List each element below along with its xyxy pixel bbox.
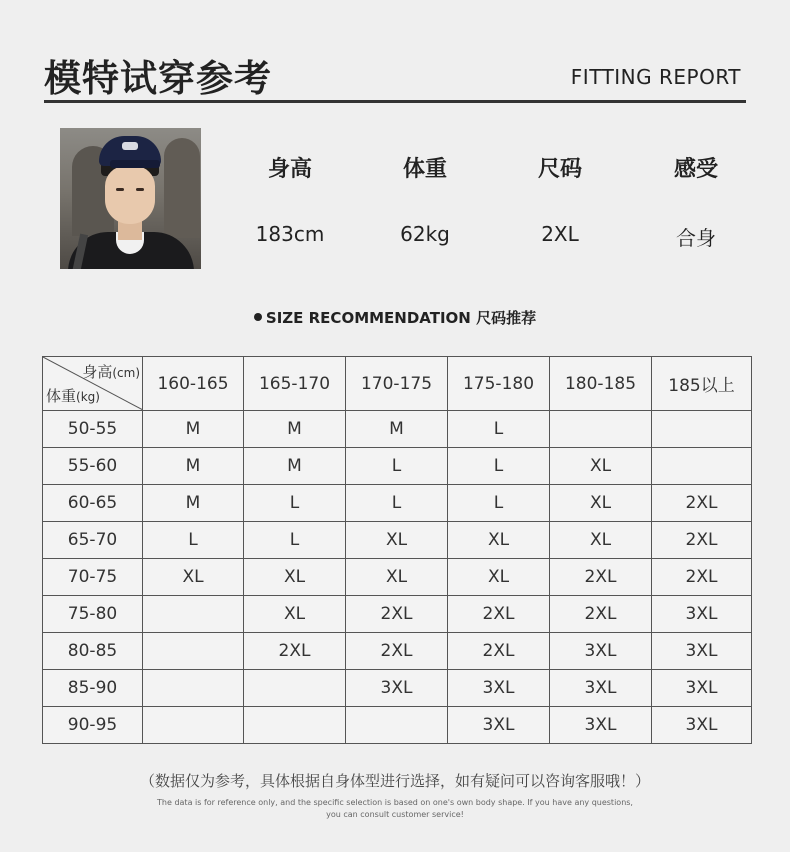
height-range-header: 165-170 bbox=[244, 357, 346, 411]
size-cell: 3XL bbox=[652, 707, 752, 744]
size-cell: XL bbox=[550, 448, 652, 485]
stat-label-fit: 感受 bbox=[673, 157, 718, 182]
height-range-header: 170-175 bbox=[346, 357, 448, 411]
corner-weight-label: 体重(kg) bbox=[46, 387, 100, 405]
size-cell: XL bbox=[448, 522, 550, 559]
size-cell: 2XL bbox=[448, 596, 550, 633]
weight-range-cell: 80-85 bbox=[43, 633, 143, 670]
table-row bbox=[43, 559, 752, 596]
size-cell: M bbox=[143, 485, 244, 522]
disclaimer-en-line2: you can consult customer service! bbox=[326, 810, 464, 819]
size-cell: L bbox=[244, 485, 346, 522]
size-cell: L bbox=[346, 485, 448, 522]
page-title: 模特试穿参考 bbox=[44, 57, 272, 100]
table-row bbox=[43, 485, 752, 522]
size-cell bbox=[244, 670, 346, 707]
size-cell: 2XL bbox=[652, 522, 752, 559]
size-cell: 3XL bbox=[448, 670, 550, 707]
stat-label-height: 身高 bbox=[267, 157, 312, 182]
size-cell: 3XL bbox=[652, 633, 752, 670]
size-cell: M bbox=[244, 448, 346, 485]
size-cell: 3XL bbox=[550, 633, 652, 670]
stat-label-size: 尺码 bbox=[537, 157, 582, 182]
table-row bbox=[43, 522, 752, 559]
height-range-header: 160-165 bbox=[143, 357, 244, 411]
size-cell bbox=[652, 411, 752, 448]
size-cell: L bbox=[448, 448, 550, 485]
size-cell: XL bbox=[244, 596, 346, 633]
corner-height-label: 身高(cm) bbox=[82, 363, 140, 381]
size-cell: 3XL bbox=[652, 670, 752, 707]
size-cell: 2XL bbox=[652, 559, 752, 596]
disclaimer-cn: （数据仅为参考，具体根据自身体型进行选择，如有疑问可以咨询客服哦！） bbox=[139, 772, 650, 790]
weight-range-cell: 70-75 bbox=[43, 559, 143, 596]
stat-value-fit: 合身 bbox=[676, 226, 716, 250]
height-range-header: 175-180 bbox=[448, 357, 550, 411]
size-section-title bbox=[0, 307, 790, 328]
size-cell bbox=[550, 411, 652, 448]
size-cell: 2XL bbox=[244, 633, 346, 670]
size-cell: 3XL bbox=[550, 707, 652, 744]
table-corner-cell bbox=[43, 357, 143, 411]
stat-value-weight: 62kg bbox=[400, 222, 450, 246]
size-cell: L bbox=[346, 448, 448, 485]
weight-range-cell: 85-90 bbox=[43, 670, 143, 707]
size-cell: 3XL bbox=[652, 596, 752, 633]
size-table-header-row bbox=[43, 357, 752, 411]
table-row bbox=[43, 596, 752, 633]
size-cell: XL bbox=[346, 522, 448, 559]
size-cell: 2XL bbox=[346, 633, 448, 670]
size-cell: XL bbox=[448, 559, 550, 596]
disclaimer-en bbox=[0, 797, 790, 821]
size-cell: XL bbox=[550, 522, 652, 559]
size-cell bbox=[143, 633, 244, 670]
size-cell: 3XL bbox=[550, 670, 652, 707]
size-cell: XL bbox=[346, 559, 448, 596]
table-row bbox=[43, 448, 752, 485]
size-cell: 3XL bbox=[346, 670, 448, 707]
table-row bbox=[43, 707, 752, 744]
size-cell: 2XL bbox=[550, 596, 652, 633]
size-cell: XL bbox=[550, 485, 652, 522]
size-cell: 2XL bbox=[448, 633, 550, 670]
size-cell: XL bbox=[244, 559, 346, 596]
weight-range-cell: 90-95 bbox=[43, 707, 143, 744]
size-section-title-text: SIZE RECOMMENDATION 尺码推荐 bbox=[265, 309, 537, 327]
disclaimer-en-line1: The data is for reference only, and the specific selection is based on one's own body shape. If you have any questions, bbox=[157, 798, 633, 807]
stat-value-size: 2XL bbox=[541, 222, 579, 246]
stat-label-weight: 体重 bbox=[402, 157, 447, 182]
weight-range-cell: 60-65 bbox=[43, 485, 143, 522]
size-cell: 3XL bbox=[448, 707, 550, 744]
weight-range-cell: 65-70 bbox=[43, 522, 143, 559]
stat-value-height: 183cm bbox=[255, 222, 325, 246]
table-row bbox=[43, 411, 752, 448]
size-cell: L bbox=[448, 485, 550, 522]
size-cell bbox=[143, 670, 244, 707]
size-cell: M bbox=[346, 411, 448, 448]
size-table bbox=[42, 356, 752, 744]
weight-range-cell: 50-55 bbox=[43, 411, 143, 448]
size-cell bbox=[143, 596, 244, 633]
bullet-dot-icon bbox=[254, 313, 262, 321]
size-cell bbox=[244, 707, 346, 744]
table-row bbox=[43, 670, 752, 707]
size-cell bbox=[346, 707, 448, 744]
size-cell: M bbox=[143, 448, 244, 485]
size-cell: M bbox=[244, 411, 346, 448]
page-subtitle: FITTING REPORT bbox=[570, 65, 741, 89]
size-cell: L bbox=[244, 522, 346, 559]
height-range-header: 185以上 bbox=[652, 357, 752, 411]
height-range-header: 180-185 bbox=[550, 357, 652, 411]
size-cell: XL bbox=[143, 559, 244, 596]
weight-range-cell: 75-80 bbox=[43, 596, 143, 633]
size-cell: 2XL bbox=[550, 559, 652, 596]
size-cell: L bbox=[143, 522, 244, 559]
weight-range-cell: 55-60 bbox=[43, 448, 143, 485]
size-cell: 2XL bbox=[652, 485, 752, 522]
header-divider bbox=[44, 100, 746, 103]
size-cell bbox=[143, 707, 244, 744]
table-row bbox=[43, 633, 752, 670]
size-cell: M bbox=[143, 411, 244, 448]
size-cell: 2XL bbox=[346, 596, 448, 633]
size-table-body bbox=[43, 411, 752, 744]
model-photo bbox=[60, 128, 201, 269]
size-cell bbox=[652, 448, 752, 485]
size-cell: L bbox=[448, 411, 550, 448]
